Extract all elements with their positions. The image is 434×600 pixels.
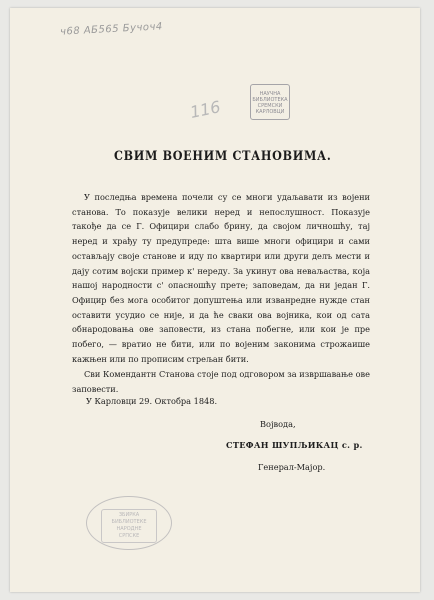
- signature-rank: Војвода,: [260, 419, 296, 429]
- date-line: У Карловци 29. Октобра 1848.: [86, 396, 218, 406]
- document-sheet: [10, 8, 420, 592]
- pencil-page-number: 116: [188, 97, 223, 122]
- body-paragraph: У последња времена почели су се многи удаљавати из војени станова. То показује велики неред и непослушност. Показује такође да се Г. Официри слабо брину, да својом личношћу, тај неред и храђу ту предупреде: шта више многи официри и сами остављају своје станове и иду по квартири или други делъ мести и дају сотим војски пример к' нереду. За укинут ова неваљаства, која нашој народности с' опасношћу прете; заповедам, да ни један Г. Официр без мога особитог допуштења или изванредне нужде стан оставити усудио се није, и да ће сваки ова војника, кои од сата обнародовања ове заповести, из стана побегне, или кои је пре побего, — вратио не бити, или по војеним законима строжаише кажњен или по прописим стрељан бити.: [72, 192, 370, 364]
- signature-name: СТЕФАН ШУПЉИКАЦ с. р.: [226, 440, 363, 450]
- collection-stamp: ЗБИРКА БИБЛИОТЕКЕ НАРОДНЕ СРПСКЕ: [86, 496, 172, 550]
- document-body: [72, 190, 370, 397]
- pencil-catalog-note: ч68 АБ565 Бучоч4: [59, 21, 164, 38]
- signature-title: Генерал-Мајор.: [258, 462, 326, 472]
- library-stamp: НАУЧНА БИБЛИОТЕКА СРЕМСКИ КАРЛОВЦИ: [250, 84, 290, 120]
- body-paragraph: Сви Комендантн Станова стоје под одговором за извршавање ове заповести.: [72, 369, 370, 395]
- document-title: СВИМ ВОЕНИМ СТАНОВИМА.: [114, 149, 332, 164]
